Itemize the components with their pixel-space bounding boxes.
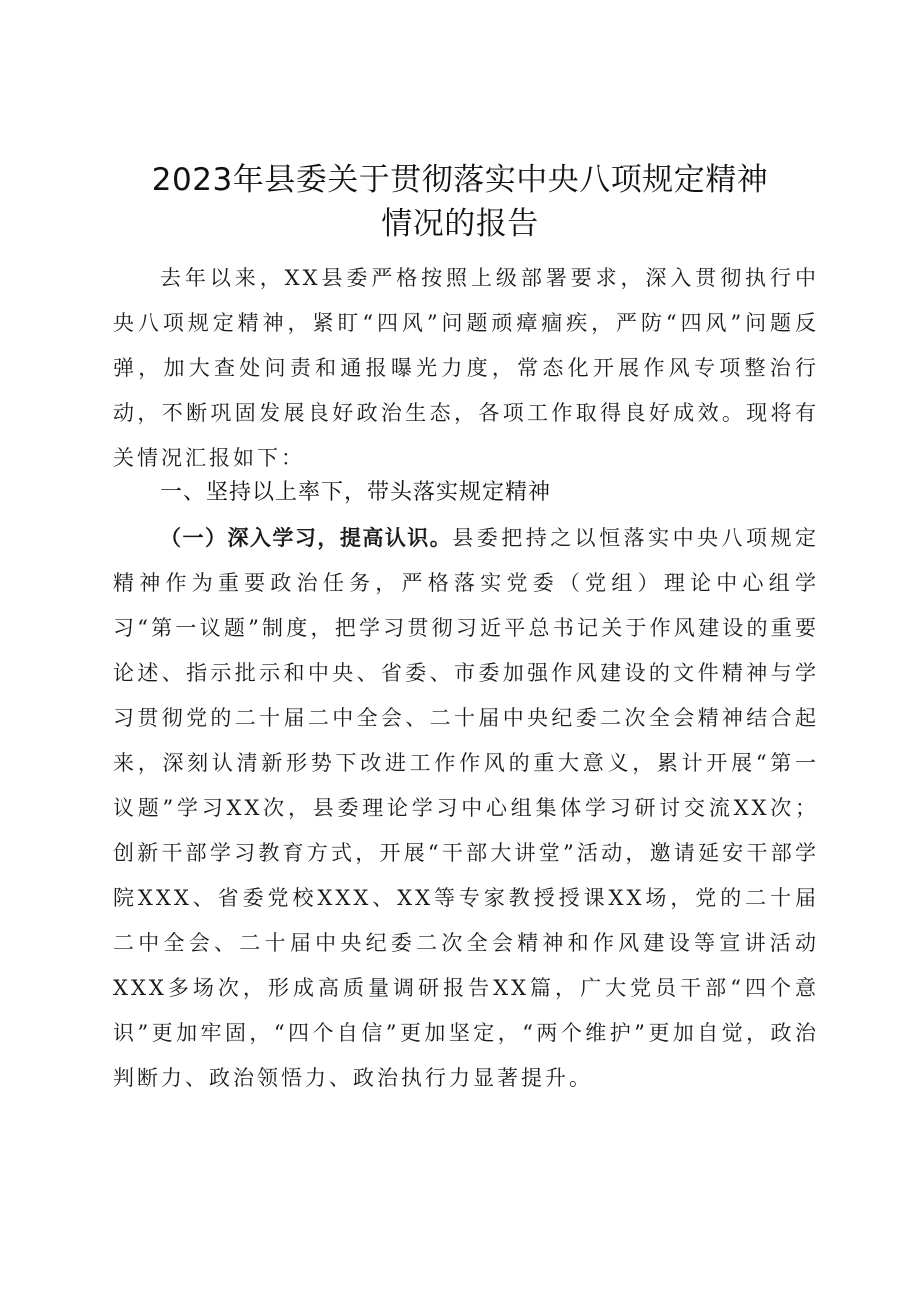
subsection-1-paragraph <box>113 516 819 1101</box>
subsection-1-text: 县委把持之以恒落实中央八项规定精神作为重要政治任务，严格落实党委（党组）理论中心组学习“第一议题”制度，把学习贯彻习近平总书记关于作风建设的重要论述、指示批示和中央、省委、市委加强作风建设的文件精神与学习贯彻党的二十届二中全会、二十届中央纪委二次全会精神结合起来，深刻认清新形势下改进工作作风的重大意义，累计开展“第一议题”学习XX次，县委理论学习中心组集体学习研讨交流XX次；创新干部学习教育方式，开展“干部大讲堂”活动，邀请延安干部学院XXX、省委党校XXX、XX等专家教授授课XX场，党的二十届二中全会、二十届中央纪委二次全会精神和作风建设等宣讲活动XXX多场次，形成高质量调研报告XX篇，广大党员干部“四个意识”更加牢固，“四个自信”更加坚定，“两个维护”更加自觉，政治判断力、政治领悟力、政治执行力显著提升。 <box>113 526 820 1090</box>
intro-paragraph: 去年以来，XX县委严格按照上级部署要求，深入贯彻执行中央八项规定精神，紧盯“四风”问题顽瘴痼疾，严防“四风”问题反弹，加大查处问责和通报曝光力度，常态化开展作风专项整治行动，不断巩固发展良好政治生态，各项工作取得良好成效。现将有关情况汇报如下： <box>113 266 819 470</box>
document-title-line-1: 2023年县委关于贯彻落实中央八项规定精神 <box>151 162 769 198</box>
document-title-line-2: 情况的报告 <box>381 206 539 242</box>
section-1-heading: 一、坚持以上率下，带头落实规定精神 <box>160 480 552 505</box>
subsection-1-heading: （一）深入学习，提高认识。 <box>160 526 453 550</box>
